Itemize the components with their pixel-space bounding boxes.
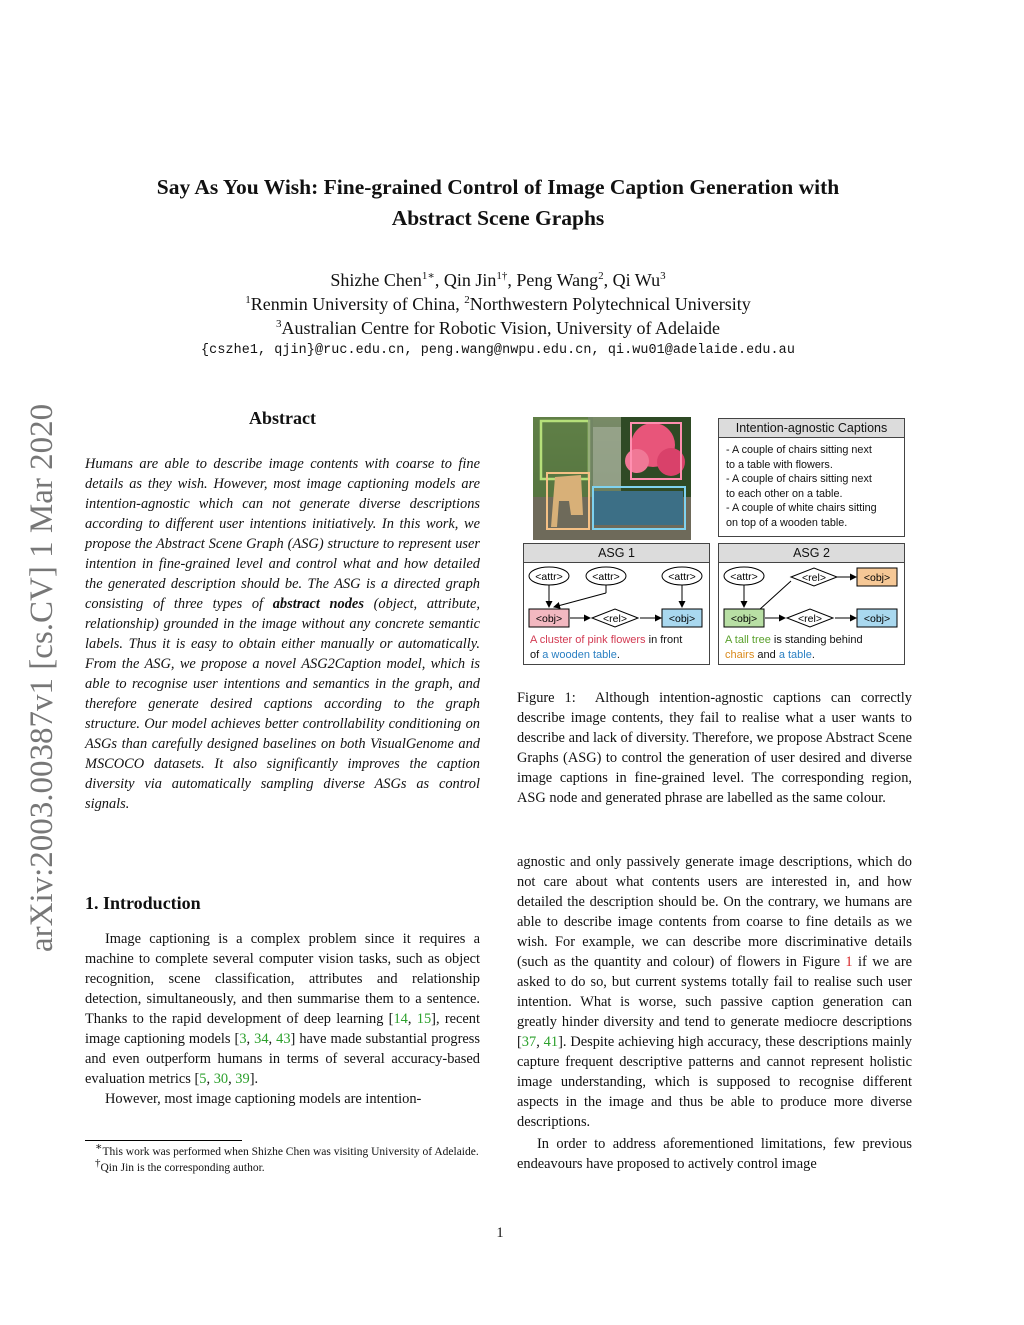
footnote-1-mark: ∗: [95, 1141, 103, 1154]
asg-2-generated-phrase: A tall tree is standing behind chairs and a table.: [725, 634, 863, 661]
iac-line: - A couple of chairs sitting next: [726, 444, 872, 456]
aff2-sup: 2: [464, 294, 470, 306]
paper-title: [80, 172, 916, 234]
asg2-obj-label: <obj>: [863, 613, 891, 625]
author-1-sup: 1: [421, 270, 428, 282]
arxiv-id-text: arXiv:2003.00387v1 [cs.CV] 1 Mar 2020: [24, 403, 60, 952]
asg-2-graph: [719, 563, 904, 633]
abstract-part-2: (object, attribute, relationship) grounded in the image without any concrete semantic labels. Thus it is easy to obtain either manually or automatically. From the ASG, we propose a novel ASG2Caption model, which is able to recognise user intentions and semantics in the graph, and therefore generate desired captions according to the graph structure. Our model achieves better controllability conditioning on ASGs than carefully designed baselines on both VisualGenome and MSCOCO datasets. It also significantly improves the caption diversity via automatically sampling diverse ASGs as control signals.: [85, 596, 480, 812]
citation-link[interactable]: 34: [254, 1031, 269, 1047]
aff1: Renmin University of China,: [250, 294, 465, 314]
asg-2-title: ASG 2: [719, 544, 904, 563]
asg-1-title: ASG 1: [524, 544, 709, 563]
citation-link[interactable]: 5: [199, 1071, 207, 1087]
intro-paragraph-2: However, most image captioning models are intention-: [105, 1091, 422, 1107]
citation-link[interactable]: 37: [521, 1034, 537, 1050]
aff3: Australian Centre for Robotic Vision, University of Adelaide: [281, 318, 720, 338]
author-2: , Qin Jin: [434, 270, 497, 290]
right-paragraph-2: In order to address aforementioned limitations, few previous endeavours have proposed to actively control image: [517, 1136, 912, 1172]
footnote-1: ∗This work was performed when Shizhe Chen was visiting University of Adelaide.: [95, 1141, 479, 1158]
citation-link[interactable]: 30: [213, 1071, 229, 1087]
author-1: Shizhe Chen: [330, 270, 422, 290]
figure-reference-link[interactable]: 1: [845, 954, 853, 970]
author-names: [80, 268, 916, 292]
asg-2-box: [718, 543, 905, 665]
asg-1-graph: [524, 563, 709, 633]
author-1-mark: ∗: [427, 270, 435, 282]
intro-paragraph-1: Image captioning is a complex problem since it requires a machine to complete several computer vision tasks, such as object recognition, scene classification, attributes and relationship detection, simultaneously, and then summarise them to a sentence. Thanks to the rapid development of deep learning [14, 15], recent image captioning models [3, 34, 43] have made substantial progress and even outperform humans in terms of several accuracy-based evaluation metrics [5, 30, 39].: [85, 931, 480, 1087]
affiliations-line-2: [80, 316, 916, 340]
asg2-obj-label: <obj>: [863, 572, 891, 584]
caption-label: Figure 1:: [517, 690, 576, 706]
asg2-rel-node: <rel>: [802, 572, 826, 584]
citation-link[interactable]: 43: [276, 1031, 291, 1047]
author-emails: {cszhe1, qjin}@ruc.edu.cn, peng.wang@nwpu.edu.cn, qi.wu01@adelaide.edu.au: [201, 343, 795, 358]
citation-link[interactable]: 39: [235, 1071, 250, 1087]
citation-link[interactable]: 41: [543, 1034, 559, 1050]
title-line-1: Say As You Wish: Fine-grained Control of Image Caption Generation with: [156, 175, 840, 199]
figure-caption: [517, 688, 912, 808]
iac-captions: [719, 438, 904, 531]
intro-heading: 1. Introduction: [85, 893, 201, 913]
right-column-text: [517, 852, 912, 1174]
iac-line: on top of a wooden table.: [726, 516, 848, 529]
author-3-sup: 2: [598, 270, 604, 282]
asg-1-box: [523, 543, 710, 665]
asg1-attr-node: <attr>: [535, 571, 563, 583]
iac-line: to a table with flowers.: [726, 458, 833, 471]
page-number: 1: [496, 1225, 504, 1241]
intro-text: [85, 929, 480, 1109]
iac-line: - A couple of white chairs sitting: [726, 502, 877, 515]
aff1-sup: 1: [245, 294, 251, 306]
aff2: Northwestern Polytechnical University: [469, 294, 751, 314]
iac-title: Intention-agnostic Captions: [719, 419, 904, 438]
author-2-sup: 1: [496, 270, 502, 282]
asg2-obj-label: <obj>: [730, 613, 758, 625]
footnote-2-mark: †: [95, 1157, 101, 1170]
abstract-part-1: Humans are able to describe image contents with coarse to fine details as they wish. However, most image captioning models are intention-agnostic which can not generate diverse descriptions according to different user intentions initiatively. In this work, we propose the Abstract Scene Graph (ASG) structure to represent user intention in fine-grained level and control what and how detailed the generated description should be. The ASG is a directed graph consisting of three types of: [85, 456, 480, 612]
arxiv-identifier: [8, 360, 68, 960]
footnote-2: †Qin Jin is the corresponding author.: [95, 1157, 265, 1174]
iac-line: - A couple of chairs sitting next: [726, 473, 872, 486]
title-line-2: Abstract Scene Graphs: [391, 206, 605, 230]
citation-link[interactable]: 3: [239, 1031, 247, 1047]
affiliations-line-1: [80, 292, 916, 316]
citation-link[interactable]: 14: [393, 1011, 408, 1027]
aff3-sup: 3: [275, 318, 282, 330]
author-2-mark: †: [501, 270, 508, 282]
right-paragraph-1: agnostic and only passively generate image descriptions, which do not care about what contents users are interested in, and how detailed the description should be. On the contrary, we humans are able to describe image contents from coarse to fine details as we wish. For example, we can describe more discriminative details (such as the quantity and colour) of flowers in Figure 1 if we are asked to do so, but current systems totally fail to realise such user intention. What is worse, such passive caption generation can greatly hinder diversity and tend to generate mediocre descriptions [37, 41]. Despite achieving high accuracy, these descriptions mainly capture frequent descriptive patterns and cannot represent holistic image understanding, which is supposed to recognise different aspects in the image and thus be able to produce more diverse descriptions.: [517, 854, 913, 1130]
asg1-attr-node: <attr>: [668, 571, 696, 583]
footnote-divider: [85, 1140, 242, 1141]
asg1-rel-node: <rel>: [603, 613, 627, 625]
iac-line: to each other on a table.: [726, 487, 843, 500]
asg1-obj-label: <obj>: [668, 613, 696, 625]
author-4: , Qi Wu: [603, 270, 661, 290]
figure-photo: [533, 417, 691, 540]
asg1-obj-label: <obj>: [535, 613, 563, 625]
abstract-heading: Abstract: [249, 408, 316, 428]
asg2-attr-node: <attr>: [730, 571, 758, 583]
intention-agnostic-captions-box: [718, 418, 905, 537]
abstract-text: [85, 454, 480, 814]
citation-link[interactable]: 15: [416, 1011, 432, 1027]
abstract-bold: abstract nodes: [272, 596, 364, 612]
author-block: [80, 268, 916, 340]
caption-text: Although intention-agnostic captions can correctly describe image contents, they fail to realise what a user wants to describe and lack of diversity. Therefore, we propose Abstract Scene Graphs (ASG) to control the generation of user desired and diverse image captions in fine-grained level. The corresponding region, ASG node and generated phrase are labelled as the same colour.: [517, 690, 912, 806]
author-4-sup: 3: [660, 270, 666, 282]
asg2-rel-node: <rel>: [798, 613, 822, 625]
asg-1-generated-phrase: A cluster of pink flowers in front of a wooden table.: [530, 634, 683, 661]
asg1-attr-node: <attr>: [592, 571, 620, 583]
author-3: , Peng Wang: [507, 270, 599, 290]
footnotes: [85, 1141, 480, 1177]
